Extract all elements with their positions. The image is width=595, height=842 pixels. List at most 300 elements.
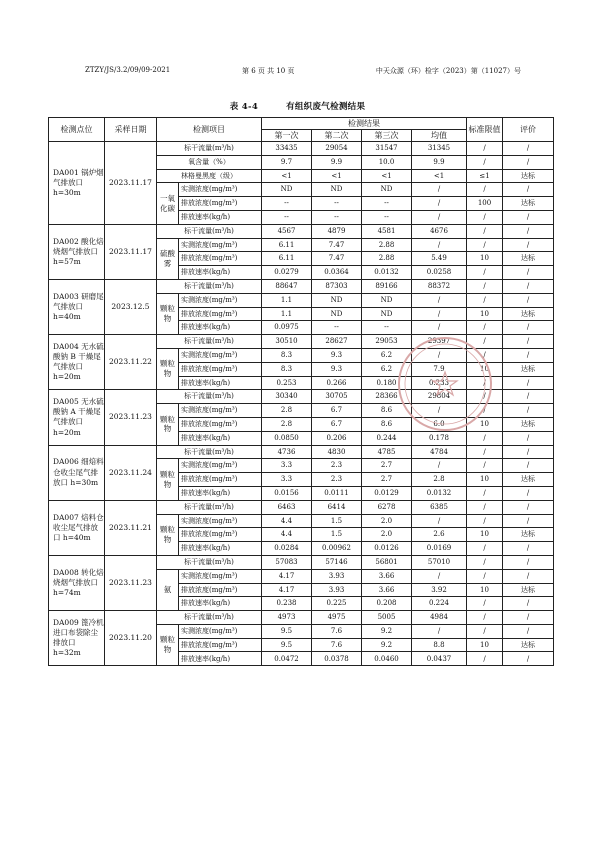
result-second: 0.206 [312,431,362,445]
standard-limit: / [467,155,503,169]
result-second: 2.3 [312,459,362,473]
result-first: 8.3 [262,362,312,376]
result-third: 0.208 [362,597,412,611]
evaluation: / [503,279,554,293]
result-average: 88372 [412,279,467,293]
table-row [49,555,554,569]
result-average: 7.9 [412,362,467,376]
result-third: 0.244 [362,431,412,445]
pollutant-name: 颗粒物 [157,404,179,445]
document-code: ZTZY/JS/3.2/09/09-2021 [85,66,171,74]
pollutant-name: 一氧化碳 [157,183,179,224]
monitoring-point: DA003 研磨尾气排放口 h=40m [49,279,105,334]
table-row [49,500,554,514]
pollutant-name: 硫酸雾 [157,238,179,279]
result-third: 3.66 [362,569,412,583]
result-third: 10.0 [362,155,412,169]
standard-limit: / [467,293,503,307]
result-first: 2.8 [262,404,312,418]
test-item: 排放速率(kg/h) [179,652,262,666]
standard-limit: / [467,611,503,625]
test-item: 标干流量(m³/h) [157,555,262,569]
test-item: 排放速率(kg/h) [179,431,262,445]
result-second: ND [312,307,362,321]
standard-limit: / [467,404,503,418]
test-item: 排放速率(kg/h) [179,321,262,335]
result-average: 2.8 [412,473,467,487]
evaluation: / [503,142,554,156]
result-second: -- [312,321,362,335]
result-third: 29053 [362,335,412,349]
result-average: 4676 [412,224,467,238]
standard-limit: / [467,624,503,638]
result-first: 0.0975 [262,321,312,335]
standard-limit: 100 [467,197,503,211]
header-first: 第一次 [262,130,312,142]
result-average: 0.178 [412,431,467,445]
test-item: 标干流量(m³/h) [157,279,262,293]
standard-limit: 10 [467,473,503,487]
table-number: 表 4-4 [229,102,259,112]
test-item: 标干流量(m³/h) [157,142,262,156]
table-header [49,118,554,142]
table-row [49,142,554,156]
monitoring-point: DA009 篦冷机进口布袋除尘排放口 h=32m [49,611,105,666]
evaluation: / [503,376,554,390]
table-title [0,100,595,112]
result-first: 9.7 [262,155,312,169]
pollutant-name: 颗粒物 [157,514,179,555]
sampling-date: 2023.12.5 [105,279,157,334]
result-first: 3.3 [262,473,312,487]
result-first: 4973 [262,611,312,625]
evaluation: 达标 [503,638,554,652]
result-first: 0.238 [262,597,312,611]
result-third: 9.2 [362,624,412,638]
standard-limit: 10 [467,307,503,321]
result-second: 0.0364 [312,266,362,280]
evaluation: / [503,542,554,556]
result-third: -- [362,321,412,335]
result-first: 0.0279 [262,266,312,280]
result-average: 29804 [412,390,467,404]
result-second: ND [312,293,362,307]
evaluation: / [503,390,554,404]
test-item: 标干流量(m³/h) [157,390,262,404]
evaluation: / [503,348,554,362]
result-average: 31345 [412,142,467,156]
standard-limit: 10 [467,528,503,542]
result-average: 29397 [412,335,467,349]
result-average: 0.0437 [412,652,467,666]
result-first: 2.8 [262,417,312,431]
evaluation: / [503,266,554,280]
table-row [49,224,554,238]
test-item: 排放速率(kg/h) [179,376,262,390]
result-first: ND [262,183,312,197]
evaluation: 达标 [503,169,554,183]
test-item: 实测浓度(mg/m³) [179,238,262,252]
result-third: 2.88 [362,238,412,252]
standard-limit: / [467,459,503,473]
result-average: 4984 [412,611,467,625]
standard-limit: / [467,210,503,224]
result-first: 4.17 [262,583,312,597]
result-first: 0.253 [262,376,312,390]
monitoring-point: DA005 无水硫酸钠 A 干燥尾气排放口 h=20m [49,390,105,445]
sampling-date: 2023.11.23 [105,555,157,610]
header-point: 检测点位 [49,118,105,142]
result-second: 4879 [312,224,362,238]
result-third: ND [362,307,412,321]
pollutant-name: 颗粒物 [157,624,179,665]
result-third: 2.0 [362,514,412,528]
test-item: 排放速率(kg/h) [179,486,262,500]
result-first: 9.5 [262,624,312,638]
result-average: 9.9 [412,155,467,169]
result-third: 6278 [362,500,412,514]
test-item: 实测浓度(mg/m³) [179,514,262,528]
result-average: 57010 [412,555,467,569]
result-first: 0.0156 [262,486,312,500]
evaluation: / [503,514,554,528]
test-item: 标干流量(m³/h) [157,335,262,349]
result-average: / [412,569,467,583]
header-results: 检测结果 [262,118,467,130]
table-row [49,390,554,404]
result-second: 29054 [312,142,362,156]
header-avg: 均值 [412,130,467,142]
evaluation: / [503,486,554,500]
result-third: 6.2 [362,348,412,362]
result-second: 3.93 [312,583,362,597]
result-third: 28366 [362,390,412,404]
result-second: ND [312,183,362,197]
standard-limit: / [467,183,503,197]
evaluation: / [503,431,554,445]
result-third: 8.6 [362,417,412,431]
sampling-date: 2023.11.20 [105,611,157,666]
monitoring-point: DA006 细焙料仓收尘尾气排放口 h=30m [49,445,105,500]
evaluation: 达标 [503,252,554,266]
evaluation: / [503,238,554,252]
result-second: 1.5 [312,514,362,528]
test-item: 实测浓度(mg/m³) [179,624,262,638]
evaluation: / [503,321,554,335]
result-second: 30705 [312,390,362,404]
result-first: 1.1 [262,307,312,321]
result-third: 9.2 [362,638,412,652]
result-first: 6.11 [262,238,312,252]
standard-limit: / [467,348,503,362]
standard-limit: / [467,652,503,666]
result-first: 88647 [262,279,312,293]
evaluation: 达标 [503,417,554,431]
result-average: / [412,459,467,473]
result-average: / [412,307,467,321]
result-average: 0.0132 [412,486,467,500]
result-third: 0.0132 [362,266,412,280]
pollutant-name: 颗粒物 [157,293,179,334]
table-body [49,142,554,666]
exhaust-gas-results-table [48,117,554,666]
result-first: 6.11 [262,252,312,266]
result-second: 6.7 [312,417,362,431]
result-first: 3.3 [262,459,312,473]
evaluation: / [503,445,554,459]
result-first: 0.0850 [262,431,312,445]
result-first: 30340 [262,390,312,404]
result-second: 87303 [312,279,362,293]
test-item: 排放浓度(mg/m³) [179,528,262,542]
pollutant-name: 颗粒物 [157,348,179,389]
result-third: <1 [362,169,412,183]
evaluation: / [503,569,554,583]
result-second: 28627 [312,335,362,349]
result-third: 3.66 [362,583,412,597]
result-first: <1 [262,169,312,183]
standard-limit: 10 [467,638,503,652]
standard-limit: 10 [467,362,503,376]
result-first: 0.0284 [262,542,312,556]
evaluation: / [503,611,554,625]
standard-limit: / [467,486,503,500]
test-item: 标干流量(m³/h) [157,500,262,514]
test-item: 排放速率(kg/h) [179,542,262,556]
standard-limit: ≤1 [467,169,503,183]
header-second: 第二次 [312,130,362,142]
evaluation: / [503,624,554,638]
result-second: -- [312,210,362,224]
result-first: 0.0472 [262,652,312,666]
result-second: 7.6 [312,624,362,638]
evaluation: / [503,404,554,418]
test-item: 实测浓度(mg/m³) [179,348,262,362]
evaluation: / [503,500,554,514]
test-item: 实测浓度(mg/m³) [179,183,262,197]
test-item: 排放速率(kg/h) [179,597,262,611]
test-item: 排放速率(kg/h) [179,266,262,280]
report-number: 中天众源（环）检字（2023）第（11027）号 [375,67,521,75]
result-first: 4.17 [262,569,312,583]
result-average: 4784 [412,445,467,459]
result-third: 56801 [362,555,412,569]
test-item: 排放浓度(mg/m³) [179,583,262,597]
monitoring-point: DA002 酸化焙烧烟气排放口 h=57m [49,224,105,279]
result-first: -- [262,197,312,211]
table-row [49,445,554,459]
result-first: 30510 [262,335,312,349]
test-item: 标干流量(m³/h) [157,611,262,625]
evaluation: / [503,155,554,169]
result-average: 6385 [412,500,467,514]
test-item: 排放浓度(mg/m³) [179,417,262,431]
result-average: / [412,348,467,362]
result-third: 2.0 [362,528,412,542]
evaluation: 达标 [503,583,554,597]
standard-limit: 10 [467,583,503,597]
standard-limit: 10 [467,252,503,266]
standard-limit: / [467,335,503,349]
test-item: 排放浓度(mg/m³) [179,197,262,211]
header-item: 检测项目 [157,118,262,142]
table-row [49,279,554,293]
evaluation: 达标 [503,528,554,542]
test-item: 排放浓度(mg/m³) [179,473,262,487]
standard-limit: / [467,321,503,335]
page-number: 第 6 页 共 10 页 [242,67,295,75]
result-average: <1 [412,169,467,183]
test-item: 排放浓度(mg/m³) [179,362,262,376]
pollutant-name: 颗粒物 [157,459,179,500]
result-average: / [412,293,467,307]
result-second: 2.3 [312,473,362,487]
header-date: 采样日期 [105,118,157,142]
result-third: 5005 [362,611,412,625]
result-second: 57146 [312,555,362,569]
test-item: 标干流量(m³/h) [157,224,262,238]
evaluation: / [503,335,554,349]
evaluation: 达标 [503,197,554,211]
standard-limit: / [467,445,503,459]
evaluation: / [503,597,554,611]
standard-limit: / [467,376,503,390]
test-item: 实测浓度(mg/m³) [179,569,262,583]
result-second: 9.3 [312,362,362,376]
test-item: 实测浓度(mg/m³) [179,293,262,307]
test-item: 实测浓度(mg/m³) [179,459,262,473]
standard-limit: / [467,500,503,514]
result-first: 8.3 [262,348,312,362]
result-second: 0.0111 [312,486,362,500]
result-third: 2.88 [362,252,412,266]
result-third: 0.0129 [362,486,412,500]
result-first: 4736 [262,445,312,459]
standard-limit: / [467,266,503,280]
result-second: <1 [312,169,362,183]
monitoring-point: DA008 转化焙烧烟气排放口 h=74m [49,555,105,610]
result-second: 7.47 [312,252,362,266]
sampling-date: 2023.11.22 [105,335,157,390]
test-item: 排放浓度(mg/m³) [179,252,262,266]
sampling-date: 2023.11.17 [105,142,157,225]
result-third: 0.0126 [362,542,412,556]
result-third: 8.6 [362,404,412,418]
evaluation: / [503,224,554,238]
sampling-date: 2023.11.17 [105,224,157,279]
result-first: 9.5 [262,638,312,652]
result-average: / [412,321,467,335]
result-third: ND [362,293,412,307]
result-third: -- [362,197,412,211]
evaluation: / [503,652,554,666]
standard-limit: / [467,569,503,583]
result-first: -- [262,210,312,224]
result-third: 2.7 [362,459,412,473]
standard-limit: / [467,142,503,156]
result-second: 0.266 [312,376,362,390]
monitoring-point: DA001 锅炉烟气排放口 h=30m [49,142,105,225]
result-second: 7.47 [312,238,362,252]
test-item: 排放浓度(mg/m³) [179,307,262,321]
result-average: 0.0169 [412,542,467,556]
result-second: 0.0378 [312,652,362,666]
result-average: 0.0258 [412,266,467,280]
evaluation: / [503,555,554,569]
result-second: 3.93 [312,569,362,583]
result-average: / [412,514,467,528]
result-third: 0.180 [362,376,412,390]
standard-limit: / [467,390,503,404]
header-third: 第三次 [362,130,412,142]
result-second: 0.225 [312,597,362,611]
result-first: 6463 [262,500,312,514]
test-item: 林格曼黑度（级） [157,169,262,183]
result-third: ND [362,183,412,197]
result-average: / [412,210,467,224]
monitoring-point: DA004 无水硫酸钠 B 干燥尾气排放口 h=20m [49,335,105,390]
sampling-date: 2023.11.23 [105,390,157,445]
evaluation: / [503,183,554,197]
table-caption: 有组织废气检测结果 [286,102,366,112]
result-first: 4.4 [262,528,312,542]
result-first: 33435 [262,142,312,156]
result-first: 4567 [262,224,312,238]
result-first: 4.4 [262,514,312,528]
standard-limit: / [467,431,503,445]
result-average: 0.233 [412,376,467,390]
result-average: 3.92 [412,583,467,597]
result-average: 5.49 [412,252,467,266]
sampling-date: 2023.11.21 [105,500,157,555]
result-average: / [412,404,467,418]
evaluation: / [503,293,554,307]
standard-limit: / [467,224,503,238]
standard-limit: / [467,542,503,556]
result-second: 4975 [312,611,362,625]
result-third: 31547 [362,142,412,156]
result-second: 9.9 [312,155,362,169]
result-average: 2.6 [412,528,467,542]
table-row [49,335,554,349]
result-average: / [412,238,467,252]
standard-limit: / [467,555,503,569]
result-second: 9.3 [312,348,362,362]
monitoring-point: DA007 焙料仓收尘尾气排放口 h=40m [49,500,105,555]
result-average: 8.8 [412,638,467,652]
test-item: 实测浓度(mg/m³) [179,404,262,418]
test-item: 氧含量（%） [157,155,262,169]
header-limit: 标准限值 [467,118,503,142]
result-second: 4830 [312,445,362,459]
result-first: 1.1 [262,293,312,307]
result-average: / [412,624,467,638]
test-item: 排放浓度(mg/m³) [179,638,262,652]
standard-limit: / [467,597,503,611]
pollutant-name: 氨 [157,569,179,610]
header-eval: 评价 [503,118,554,142]
result-third: 0.0460 [362,652,412,666]
result-third: 4581 [362,224,412,238]
standard-limit: / [467,279,503,293]
result-third: 89166 [362,279,412,293]
result-third: -- [362,210,412,224]
test-item: 标干流量(m³/h) [157,445,262,459]
evaluation: 达标 [503,473,554,487]
result-average: 6.0 [412,417,467,431]
result-second: 1.5 [312,528,362,542]
evaluation: 达标 [503,362,554,376]
